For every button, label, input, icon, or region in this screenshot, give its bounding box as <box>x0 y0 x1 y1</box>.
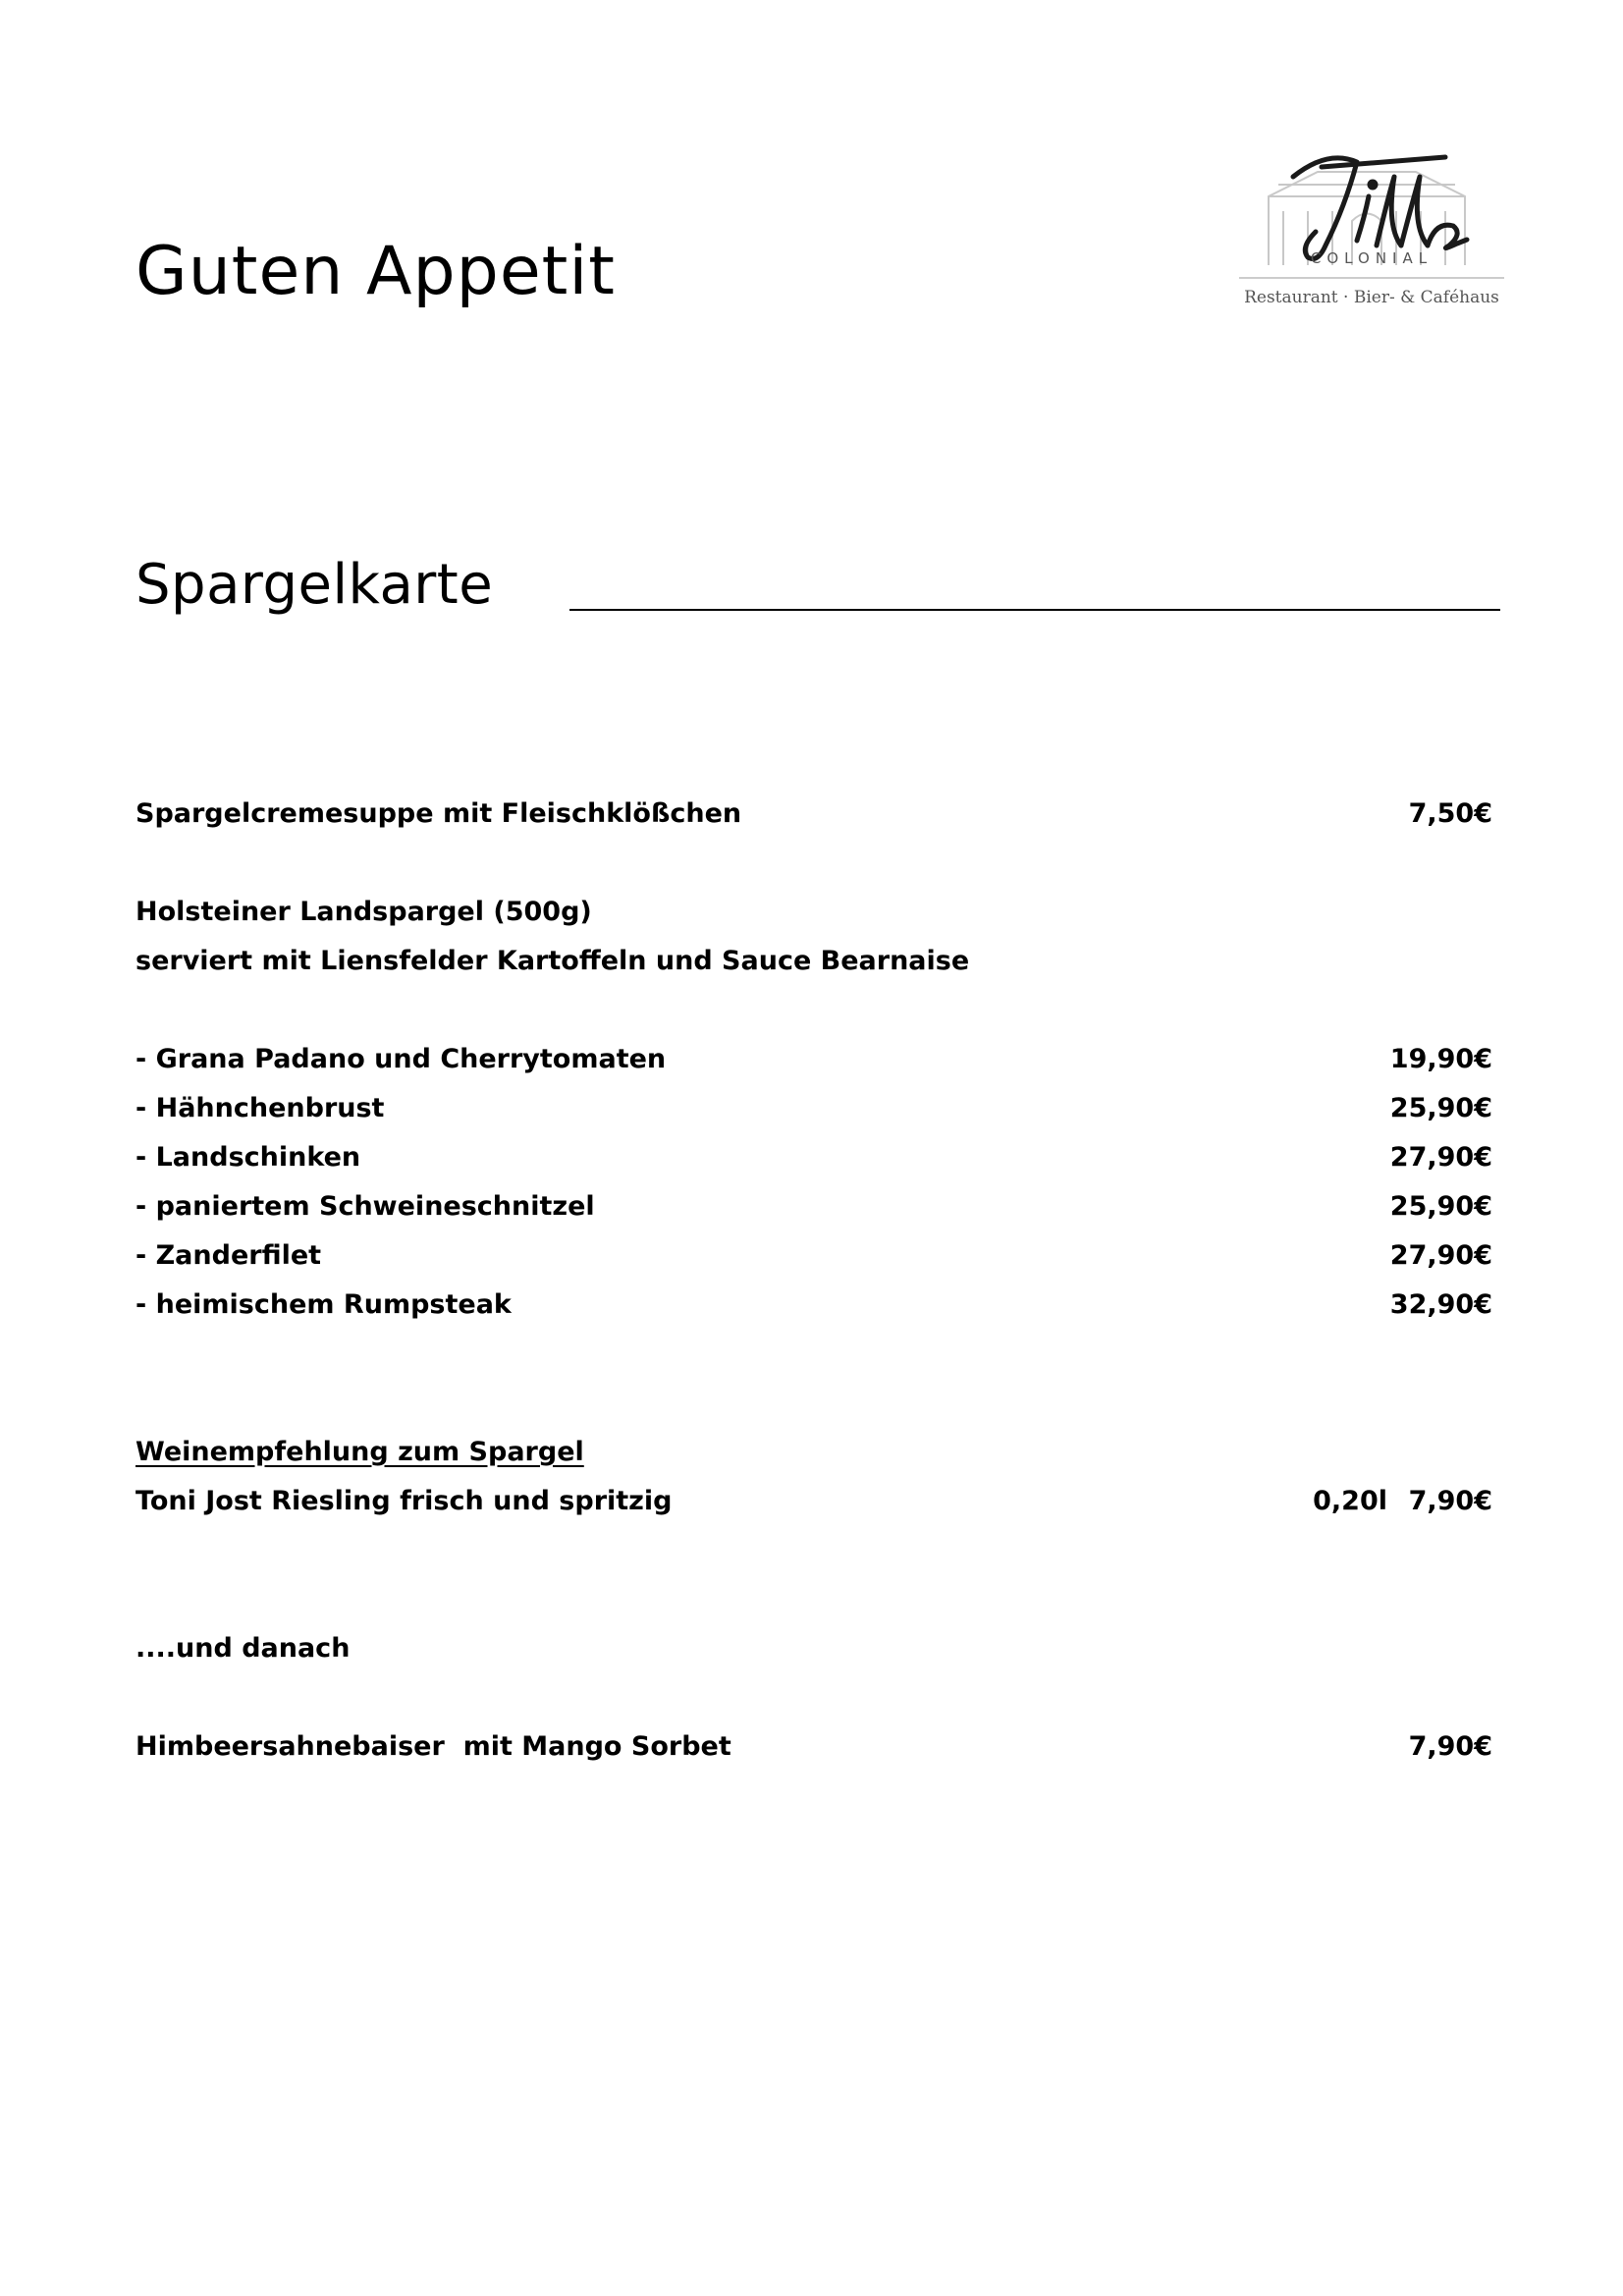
dessert-intro: ....und danach <box>135 1633 351 1664</box>
option-name-2: - Hähnchenbrust <box>135 1093 385 1123</box>
main-dish-name: Holsteiner Landspargel (500g) <box>135 897 592 927</box>
page-title: Guten Appetit <box>135 233 616 310</box>
option-name-3: - Landschinken <box>135 1142 361 1173</box>
option-price-1: 19,90€ <box>1389 1044 1492 1074</box>
option-price-6: 32,90€ <box>1389 1289 1492 1320</box>
main-dish-description: serviert mit Liensfelder Kartoffeln und Sauce Bearnaise <box>135 946 970 976</box>
wine-name: Toni Jost Riesling frisch und spritzig <box>135 1486 673 1516</box>
logo-sub-text: COLONIAL <box>1310 249 1434 267</box>
section-title: Spargelkarte <box>135 553 494 617</box>
wine-heading: Weinempfehlung zum Spargel <box>135 1437 584 1467</box>
dessert-price: 7,90€ <box>1408 1731 1492 1762</box>
option-price-3: 27,90€ <box>1389 1142 1492 1173</box>
wine-price: 7,90€ <box>1408 1486 1492 1516</box>
option-name-5: - Zanderfilet <box>135 1240 322 1271</box>
dessert-name: Himbeersahnebaiser mit Mango Sorbet <box>135 1731 731 1762</box>
option-name-1: - Grana Padano und Cherrytomaten <box>135 1044 667 1074</box>
option-price-5: 27,90€ <box>1389 1240 1492 1271</box>
soup-name: Spargelcremesuppe mit Fleischklößchen <box>135 798 742 829</box>
logo-tagline: Restaurant · Bier- & Caféhaus <box>1244 288 1499 307</box>
option-name-4: - paniertem Schweineschnitzel <box>135 1191 595 1222</box>
villa-colonial-logo <box>1239 137 1504 314</box>
section-rule <box>569 609 1500 611</box>
option-price-2: 25,90€ <box>1389 1093 1492 1123</box>
option-price-4: 25,90€ <box>1389 1191 1492 1222</box>
option-name-6: - heimischem Rumpsteak <box>135 1289 512 1320</box>
wine-volume: 0,20l <box>1313 1486 1387 1516</box>
soup-price: 7,50€ <box>1408 798 1492 829</box>
